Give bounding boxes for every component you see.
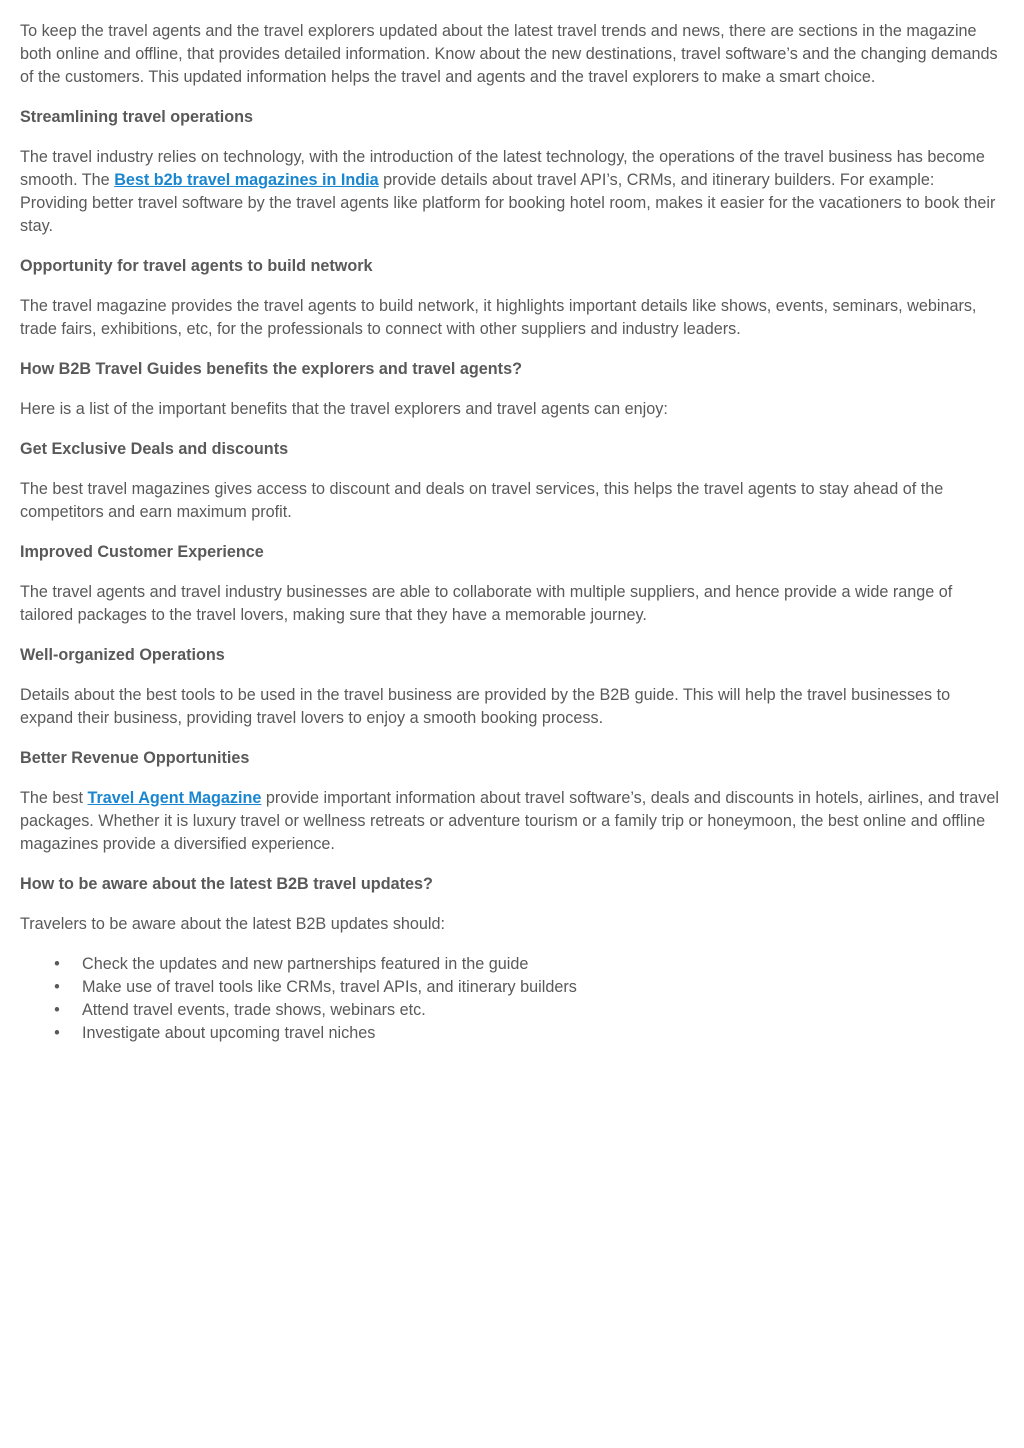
travel-agent-magazine-link[interactable]: Travel Agent Magazine bbox=[87, 789, 262, 807]
streamlining-paragraph bbox=[20, 146, 1004, 238]
bullet-icon: • bbox=[54, 978, 60, 996]
revenue-paragraph bbox=[20, 787, 1004, 856]
list-item bbox=[54, 1022, 1004, 1045]
list-item-text: Check the updates and new partnerships featured in the guide bbox=[82, 955, 529, 973]
list-item bbox=[54, 953, 1004, 976]
updates-list bbox=[20, 953, 1004, 1045]
list-item-text: Investigate about upcoming travel niches bbox=[82, 1024, 376, 1042]
deals-paragraph: The best travel magazines gives access to discount and deals on travel services, this helps the travel agents to stay ahead of the competitors and earn maximum profit. bbox=[20, 480, 944, 521]
streamlining-text-before: The travel industry relies on technology, with the introduction of the latest technology, the operations of the travel business has become smooth. The bbox=[20, 148, 985, 189]
experience-heading: Improved Customer Experience bbox=[20, 543, 264, 561]
revenue-text-after: provide important information about travel software’s, deals and discounts in hotels, airlines, and travel packages. Whether it is luxury travel or wellness retreats or adventure tourism or a family trip or honeymoon, the best online and offline magazines provide a diversified experience. bbox=[20, 789, 999, 853]
network-paragraph: The travel magazine provides the travel agents to build network, it highlights important details like shows, events, seminars, webinars, trade fairs, exhibitions, etc, for the professionals to connect with other suppliers and industry leaders. bbox=[20, 297, 977, 338]
streamlining-heading: Streamlining travel operations bbox=[20, 108, 253, 126]
revenue-text-before: The best bbox=[20, 789, 88, 807]
network-heading: Opportunity for travel agents to build network bbox=[20, 257, 373, 275]
list-item-text: Attend travel events, trade shows, webinars etc. bbox=[82, 1001, 426, 1019]
b2b-magazines-india-link[interactable]: Best b2b travel magazines in India bbox=[114, 171, 379, 189]
benefits-heading: How B2B Travel Guides benefits the explorers and travel agents? bbox=[20, 360, 522, 378]
bullet-icon: • bbox=[54, 955, 60, 973]
operations-paragraph: Details about the best tools to be used in the travel business are provided by the B2B guide. This will help the travel businesses to expand their business, providing travel lovers to enjoy a smooth booking process. bbox=[20, 686, 951, 727]
experience-paragraph: The travel agents and travel industry businesses are able to collaborate with multiple suppliers, and hence provide a wide range of tailored packages to the travel lovers, making sure that they have a memorable journey. bbox=[20, 583, 953, 624]
operations-heading: Well-organized Operations bbox=[20, 646, 225, 664]
list-item-text: Make use of travel tools like CRMs, travel APIs, and itinerary builders bbox=[82, 978, 577, 996]
updates-paragraph: Travelers to be aware about the latest B2B updates should: bbox=[20, 915, 446, 933]
updates-heading: How to be aware about the latest B2B travel updates? bbox=[20, 875, 433, 893]
revenue-heading: Better Revenue Opportunities bbox=[20, 749, 250, 767]
deals-heading: Get Exclusive Deals and discounts bbox=[20, 440, 289, 458]
list-item bbox=[54, 976, 1004, 999]
document-page bbox=[20, 20, 1004, 1045]
bullet-icon: • bbox=[54, 1001, 60, 1019]
list-item bbox=[54, 999, 1004, 1022]
benefits-paragraph: Here is a list of the important benefits that the travel explorers and travel agents can enjoy: bbox=[20, 400, 668, 418]
streamlining-text-after: provide details about travel API’s, CRMs, and itinerary builders. For example: Providing better travel software by the travel agents like platform for booking hotel room, makes it easier for the vacationers to book their stay. bbox=[20, 171, 996, 235]
intro-paragraph: To keep the travel agents and the travel explorers updated about the latest travel trends and news, there are sections in the magazine both online and offline, that provides detailed information. Know about the new destinations, travel software’s and the changing demands of the customers. This updated information helps the travel and agents and the travel explorers to make a smart choice. bbox=[20, 22, 998, 86]
bullet-icon: • bbox=[54, 1024, 60, 1042]
